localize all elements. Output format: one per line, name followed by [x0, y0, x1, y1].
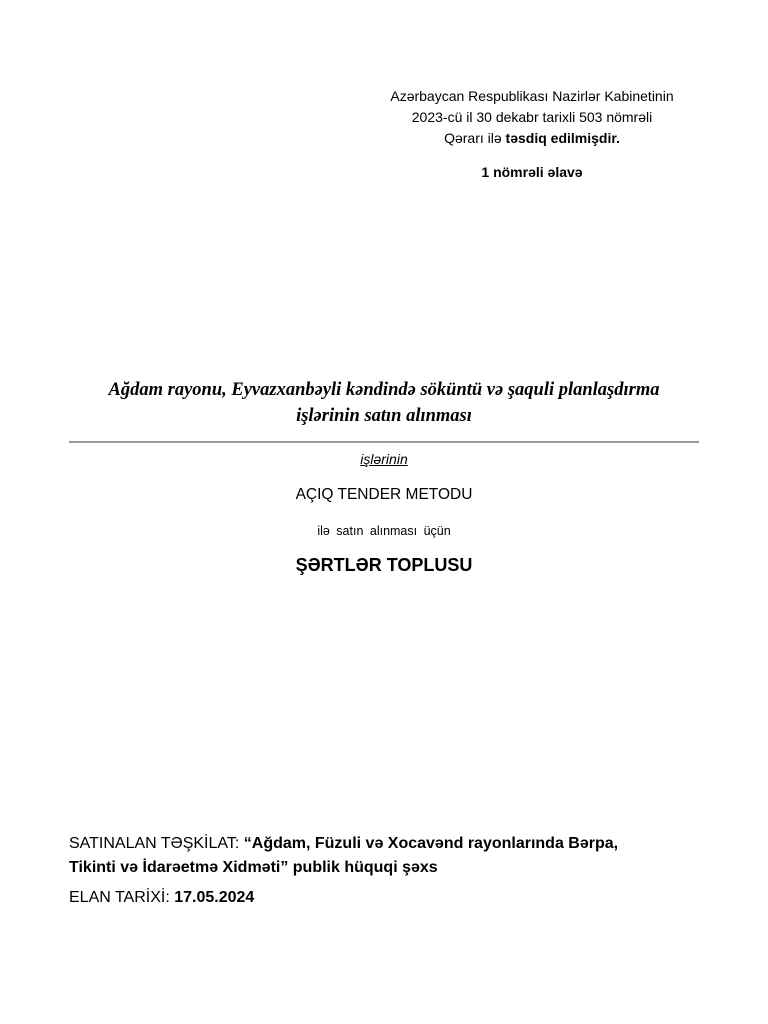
horizontal-divider	[69, 441, 699, 443]
document-heading: ŞƏRTLƏR TOPLUSU	[295, 555, 473, 575]
announcement-date	[69, 886, 719, 910]
organization-name-line-2: Tikinti və İdarəetmə Xidməti” publik hüquqi şəxs	[69, 859, 438, 876]
purchase-label: ilə satın alınması üçün	[317, 524, 451, 538]
subject-line-2: işlərinin satın alınması	[296, 406, 472, 426]
annex-label: 1 nömrəli əlavə	[481, 164, 583, 180]
works-label: işlərinin	[360, 451, 408, 467]
organization-label: SATINALAN TƏŞKİLAT:	[69, 835, 244, 852]
tender-method: AÇIQ TENDER METODU	[295, 486, 473, 503]
subject-line-1: Ağdam rayonu, Eyvazxanbəyli kəndində söküntü və şaquli planlaşdırma	[108, 380, 660, 400]
approval-line-3-prefix: Qərarı ilə	[444, 130, 506, 146]
announcement-label: ELAN TARİXİ:	[69, 889, 175, 906]
organization-name-line-1: “Ağdam, Füzuli və Xocavənd rayonlarında Bərpa,	[243, 835, 619, 852]
announcement-date-value: 17.05.2024	[174, 889, 255, 906]
procurement-subject	[60, 377, 708, 429]
purchasing-organization	[69, 832, 719, 880]
approval-note	[372, 86, 692, 149]
approval-line-1: Azərbaycan Respublikası Nazirlər Kabinetinin	[390, 88, 674, 104]
approval-line-3-bold: təsdiq edilmişdir.	[505, 130, 620, 146]
approval-line-3	[372, 128, 692, 149]
approval-line-2: 2023-cü il 30 dekabr tarixli 503 nömrəli	[411, 109, 653, 125]
